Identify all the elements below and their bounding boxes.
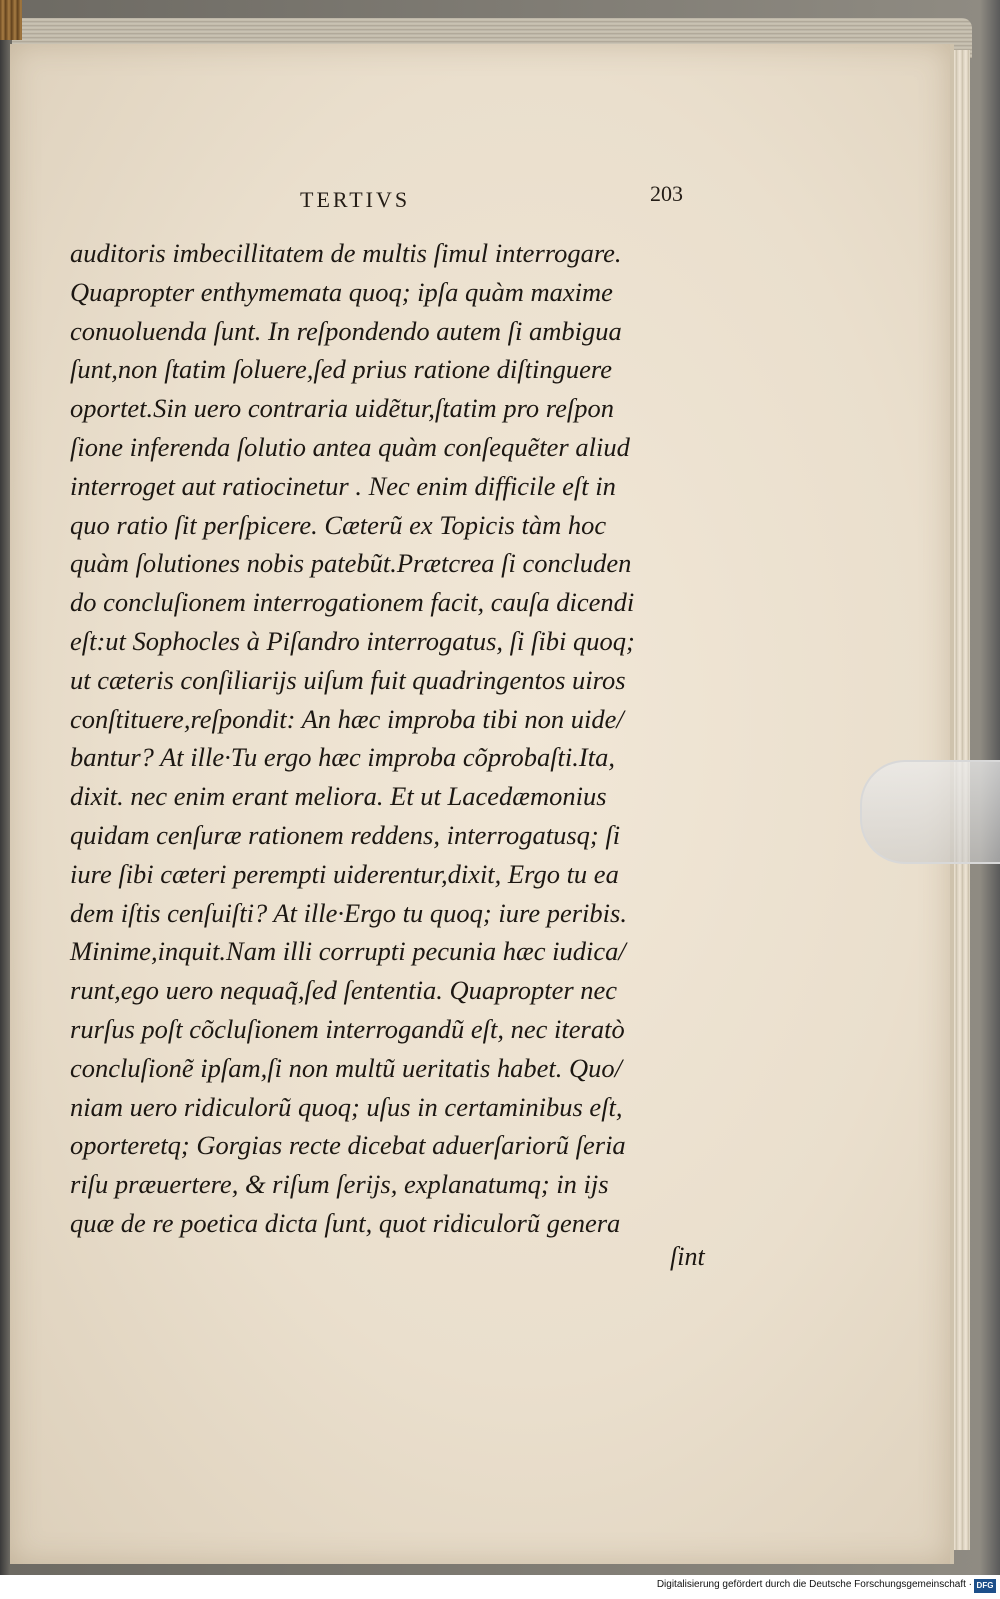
text-line: bantur? At ille·Tu ergo hæc improba cõprobaſti.Ita, — [70, 742, 615, 773]
dfg-logo-icon: DFG — [974, 1579, 996, 1593]
text-line: oportet.Sin uero contraria uidẽtur,ſtatim pro reſpon — [70, 393, 614, 424]
text-line: concluſionẽ ipſam,ſi non multũ ueritatis habet. Quo/ — [70, 1052, 623, 1083]
text-line: rurſus poſt cõcluſionem interrogandũ eſt, nec iteratò — [70, 1013, 625, 1044]
page-clip — [860, 760, 1000, 864]
book-page — [10, 44, 954, 1564]
text-line: Quapropter enthymemata quoq; ipſa quàm maxime — [70, 276, 613, 307]
text-line: do concluſionem interrogationem facit, cauſa dicendi — [70, 587, 635, 618]
text-line: quàm ſolutiones nobis patebũt.Prætcrea ſi concluden — [70, 548, 632, 579]
text-line: riſu præuertere, & riſum ſerijs, explanatumq; in ijs — [70, 1169, 609, 1200]
text-line: conſtituere,reſpondit: An hæc improba tibi non uide/ — [70, 703, 624, 734]
running-head: TERTIVS — [300, 187, 411, 212]
text-line: quo ratio ſit perſpicere. Cæterũ ex Topicis tàm hoc — [70, 509, 607, 540]
text-line: dixit. nec enim erant meliora. Et ut Lacedæmonius — [70, 781, 607, 812]
funding-credit: Digitalisierung gefördert durch die Deutsche Forschungsgemeinschaft · — [656, 1579, 972, 1590]
bookmark-ribbon — [0, 0, 22, 40]
text-line: runt,ego uero nequaq̃,ſed ſententia. Quapropter nec — [70, 975, 618, 1006]
text-line: quidam cenſuræ rationem reddens, interrogatusq; ſi — [70, 819, 621, 850]
text-line: Minime,inquit.Nam illi corrupti pecunia hæc iudica/ — [70, 936, 626, 967]
text-line: auditoris imbecillitatem de multis ſimul interrogare. — [70, 238, 622, 268]
text-line: conuoluenda ſunt. In reſpondendo autem ſi ambigua — [70, 315, 622, 346]
text-line: niam uero ridiculorũ quoq; uſus in certaminibus eſt, — [70, 1091, 623, 1122]
text-line: quæ de re poetica dicta ſunt, quot ridiculorũ genera — [70, 1207, 621, 1238]
text-line: ut cæteris conſiliarijs uiſum fuit quadringentos uiros — [70, 664, 626, 695]
text-line: oporteretq; Gorgias recte dicebat aduerſariorũ ſeria — [70, 1130, 626, 1161]
catchword: ſint — [670, 1242, 705, 1271]
text-line: ſione inferenda ſolutio antea quàm conſequẽter aliud — [70, 431, 630, 462]
page-number: 203 — [650, 181, 683, 206]
text-line: interroget aut ratiocinetur . Nec enim difficile eſt in — [70, 470, 616, 501]
text-line: ſunt,non ſtatim ſoluere,ſed prius ratione diſtinguere — [70, 354, 612, 385]
text-line: dem iſtis cenſuiſti? At ille·Ergo tu quoq; iure peribis. — [70, 897, 627, 928]
footer-bar — [0, 1575, 1000, 1599]
text-line: iure ſibi cæteri perempti uiderentur,dixit, Ergo tu ea — [70, 858, 619, 889]
text-block — [70, 234, 730, 1243]
page-header — [70, 181, 710, 217]
text-line: eſt:ut Sophocles à Piſandro interrogatus, ſi ſibi quoq; — [70, 625, 635, 656]
